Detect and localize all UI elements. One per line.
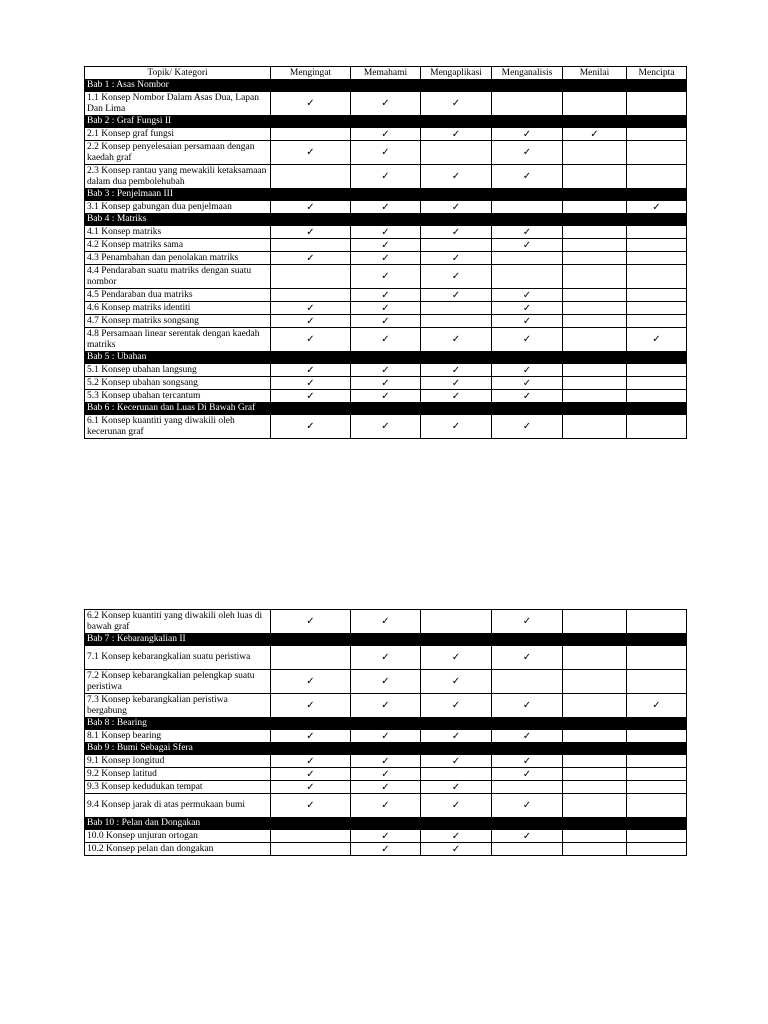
empty-cell	[627, 843, 687, 856]
empty-cell	[421, 302, 492, 315]
section-label: Bab 7 : Kebarangkalian II	[85, 634, 687, 646]
empty-cell	[627, 315, 687, 328]
check-icon: ✓	[421, 415, 492, 439]
section-label: Bab 4 : Matriks	[85, 214, 687, 226]
check-icon: ✓	[492, 289, 563, 302]
table-row	[85, 694, 687, 718]
empty-cell	[563, 768, 627, 781]
table-row	[85, 141, 687, 165]
empty-cell	[627, 415, 687, 439]
empty-cell	[563, 377, 627, 390]
empty-cell	[563, 670, 627, 694]
check-icon: ✓	[492, 165, 563, 189]
topic-cell: 8.1 Konsep bearing	[85, 730, 271, 743]
check-icon: ✓	[421, 755, 492, 768]
section-label: Bab 8 : Bearing	[85, 718, 687, 730]
empty-cell	[563, 364, 627, 377]
empty-cell	[563, 415, 627, 439]
check-icon: ✓	[492, 239, 563, 252]
topic-cell: 4.8 Persamaan linear serentak dengan kaedah matriks	[85, 328, 271, 352]
check-icon: ✓	[271, 315, 351, 328]
empty-cell	[627, 755, 687, 768]
check-icon: ✓	[271, 302, 351, 315]
check-icon: ✓	[351, 694, 421, 718]
empty-cell	[271, 289, 351, 302]
check-icon: ✓	[271, 794, 351, 818]
section-label: Bab 2 : Graf Fungsi II	[85, 116, 687, 128]
table-row	[85, 377, 687, 390]
topic-cell: 9.1 Konsep longitud	[85, 755, 271, 768]
topic-cell: 10.2 Konsep pelan dan dongakan	[85, 843, 271, 856]
check-icon: ✓	[421, 265, 492, 289]
check-icon: ✓	[421, 730, 492, 743]
empty-cell	[563, 794, 627, 818]
table-row	[85, 794, 687, 818]
check-icon: ✓	[351, 781, 421, 794]
check-icon: ✓	[351, 364, 421, 377]
check-icon: ✓	[271, 390, 351, 403]
topic-cell: 5.1 Konsep ubahan langsung	[85, 364, 271, 377]
check-icon: ✓	[351, 315, 421, 328]
section-row	[85, 634, 687, 646]
check-icon: ✓	[351, 302, 421, 315]
header-mengaplikasi: Mengaplikasi	[421, 67, 492, 80]
check-icon: ✓	[271, 364, 351, 377]
topic-cell: 7.2 Konsep kebarangkalian pelengkap suatu peristiwa	[85, 670, 271, 694]
check-icon: ✓	[351, 755, 421, 768]
section-label: Bab 6 : Kecerunan dan Luas Di Bawah Graf	[85, 403, 687, 415]
empty-cell	[627, 670, 687, 694]
check-icon: ✓	[271, 694, 351, 718]
check-icon: ✓	[351, 843, 421, 856]
empty-cell	[492, 252, 563, 265]
check-icon: ✓	[351, 830, 421, 843]
table-row	[85, 390, 687, 403]
section-label: Bab 9 : Bumi Sebagai Sfera	[85, 743, 687, 755]
empty-cell	[563, 755, 627, 768]
empty-cell	[563, 843, 627, 856]
check-icon: ✓	[351, 390, 421, 403]
table-row	[85, 265, 687, 289]
table-row	[85, 670, 687, 694]
header-memahami: Memahami	[351, 67, 421, 80]
check-icon: ✓	[627, 328, 687, 352]
empty-cell	[563, 694, 627, 718]
empty-cell	[492, 92, 563, 116]
check-icon: ✓	[351, 165, 421, 189]
check-icon: ✓	[351, 201, 421, 214]
check-icon: ✓	[351, 646, 421, 670]
table-body-top	[85, 80, 687, 439]
topic-cell: 9.2 Konsep latitud	[85, 768, 271, 781]
section-label: Bab 10 : Pelan dan Dongakan	[85, 818, 687, 830]
empty-cell	[421, 239, 492, 252]
check-icon: ✓	[492, 830, 563, 843]
check-icon: ✓	[421, 328, 492, 352]
table-row	[85, 226, 687, 239]
empty-cell	[563, 265, 627, 289]
check-icon: ✓	[421, 201, 492, 214]
check-icon: ✓	[351, 610, 421, 634]
empty-cell	[271, 646, 351, 670]
empty-cell	[627, 289, 687, 302]
section-label: Bab 1 : Asas Nombor	[85, 80, 687, 92]
empty-cell	[563, 730, 627, 743]
empty-cell	[563, 226, 627, 239]
check-icon: ✓	[271, 610, 351, 634]
table-row	[85, 781, 687, 794]
check-icon: ✓	[627, 201, 687, 214]
empty-cell	[421, 610, 492, 634]
empty-cell	[627, 830, 687, 843]
empty-cell	[563, 781, 627, 794]
check-icon: ✓	[271, 201, 351, 214]
check-icon: ✓	[492, 328, 563, 352]
empty-cell	[421, 768, 492, 781]
check-icon: ✓	[492, 390, 563, 403]
table-row	[85, 328, 687, 352]
check-icon: ✓	[351, 415, 421, 439]
check-icon: ✓	[271, 755, 351, 768]
empty-cell	[627, 226, 687, 239]
header-topic: Topik/ Kategori	[85, 67, 271, 80]
empty-cell	[627, 610, 687, 634]
check-icon: ✓	[492, 128, 563, 141]
check-icon: ✓	[271, 377, 351, 390]
empty-cell	[563, 830, 627, 843]
topic-cell: 5.3 Konsep ubahan tercantum	[85, 390, 271, 403]
empty-cell	[271, 128, 351, 141]
check-icon: ✓	[421, 670, 492, 694]
check-icon: ✓	[271, 730, 351, 743]
check-icon: ✓	[421, 128, 492, 141]
header-menganalisis: Menganalisis	[492, 67, 563, 80]
table-row	[85, 830, 687, 843]
header-menilai: Menilai	[563, 67, 627, 80]
check-icon: ✓	[351, 226, 421, 239]
table-row	[85, 128, 687, 141]
header-mencipta: Mencipta	[627, 67, 687, 80]
check-icon: ✓	[492, 315, 563, 328]
empty-cell	[627, 377, 687, 390]
check-icon: ✓	[421, 694, 492, 718]
check-icon: ✓	[563, 128, 627, 141]
empty-cell	[271, 265, 351, 289]
check-icon: ✓	[351, 239, 421, 252]
section-row	[85, 718, 687, 730]
empty-cell	[627, 141, 687, 165]
check-icon: ✓	[271, 141, 351, 165]
topic-cell: 4.3 Penambahan dan penolakan matriks	[85, 252, 271, 265]
table-row	[85, 252, 687, 265]
check-icon: ✓	[627, 694, 687, 718]
empty-cell	[563, 141, 627, 165]
check-icon: ✓	[421, 364, 492, 377]
empty-cell	[627, 781, 687, 794]
topic-cell: 9.4 Konsep jarak di atas permukaan bumi	[85, 794, 271, 818]
empty-cell	[271, 165, 351, 189]
check-icon: ✓	[492, 141, 563, 165]
check-icon: ✓	[351, 128, 421, 141]
topic-cell: 4.4 Pendaraban suatu matriks dengan suatu nombor	[85, 265, 271, 289]
check-icon: ✓	[421, 226, 492, 239]
section-row	[85, 352, 687, 364]
empty-cell	[492, 670, 563, 694]
topic-cell: 3.1 Konsep gabungan dua penjelmaan	[85, 201, 271, 214]
check-icon: ✓	[492, 755, 563, 768]
curriculum-table-top	[84, 66, 687, 439]
empty-cell	[627, 252, 687, 265]
table-row	[85, 289, 687, 302]
check-icon: ✓	[492, 610, 563, 634]
topic-cell: 4.7 Konsep matriks songsang	[85, 315, 271, 328]
check-icon: ✓	[351, 328, 421, 352]
empty-cell	[627, 768, 687, 781]
topic-cell: 7.1 Konsep kebarangkalian suatu peristiwa	[85, 646, 271, 670]
table-row	[85, 165, 687, 189]
topic-cell: 7.3 Konsep kebarangkalian peristiwa bergabung	[85, 694, 271, 718]
section-label: Bab 3 : Penjelmaan III	[85, 189, 687, 201]
empty-cell	[492, 201, 563, 214]
check-icon: ✓	[492, 730, 563, 743]
check-icon: ✓	[351, 670, 421, 694]
check-icon: ✓	[351, 265, 421, 289]
empty-cell	[627, 364, 687, 377]
table-row	[85, 364, 687, 377]
empty-cell	[271, 830, 351, 843]
empty-cell	[563, 239, 627, 252]
empty-cell	[627, 128, 687, 141]
empty-cell	[627, 92, 687, 116]
topic-cell: 2.1 Konsep graf fungsi	[85, 128, 271, 141]
check-icon: ✓	[271, 415, 351, 439]
empty-cell	[421, 141, 492, 165]
check-icon: ✓	[492, 768, 563, 781]
check-icon: ✓	[421, 830, 492, 843]
empty-cell	[421, 315, 492, 328]
check-icon: ✓	[421, 794, 492, 818]
topic-cell: 4.5 Pendaraban dua matriks	[85, 289, 271, 302]
section-row	[85, 189, 687, 201]
empty-cell	[563, 610, 627, 634]
check-icon: ✓	[351, 92, 421, 116]
table-row	[85, 415, 687, 439]
check-icon: ✓	[421, 781, 492, 794]
check-icon: ✓	[421, 165, 492, 189]
table-row	[85, 610, 687, 634]
check-icon: ✓	[421, 289, 492, 302]
check-icon: ✓	[492, 415, 563, 439]
empty-cell	[563, 315, 627, 328]
empty-cell	[563, 390, 627, 403]
curriculum-table-bottom	[84, 609, 687, 856]
check-icon: ✓	[492, 794, 563, 818]
empty-cell	[627, 794, 687, 818]
check-icon: ✓	[351, 768, 421, 781]
topic-cell: 10.0 Konsep unjuran ortogan	[85, 830, 271, 843]
section-row	[85, 80, 687, 92]
empty-cell	[563, 252, 627, 265]
check-icon: ✓	[421, 252, 492, 265]
topic-cell: 2.3 Konsep rantau yang mewakili ketaksamaan dalam dua pembolehubah	[85, 165, 271, 189]
topic-cell: 6.1 Konsep kuantiti yang diwakili oleh kecerunan graf	[85, 415, 271, 439]
topic-cell: 4.2 Konsep matriks sama	[85, 239, 271, 252]
check-icon: ✓	[492, 226, 563, 239]
empty-cell	[627, 239, 687, 252]
table-header-row	[85, 67, 687, 80]
table-row	[85, 302, 687, 315]
check-icon: ✓	[492, 364, 563, 377]
check-icon: ✓	[351, 794, 421, 818]
check-icon: ✓	[421, 646, 492, 670]
empty-cell	[492, 265, 563, 289]
check-icon: ✓	[492, 694, 563, 718]
section-row	[85, 818, 687, 830]
empty-cell	[492, 843, 563, 856]
check-icon: ✓	[351, 252, 421, 265]
table-body-bottom	[85, 610, 687, 856]
empty-cell	[563, 92, 627, 116]
check-icon: ✓	[271, 768, 351, 781]
empty-cell	[627, 265, 687, 289]
check-icon: ✓	[271, 670, 351, 694]
check-icon: ✓	[492, 377, 563, 390]
table-row	[85, 768, 687, 781]
section-row	[85, 743, 687, 755]
check-icon: ✓	[351, 289, 421, 302]
check-icon: ✓	[492, 646, 563, 670]
check-icon: ✓	[271, 226, 351, 239]
check-icon: ✓	[351, 141, 421, 165]
check-icon: ✓	[421, 377, 492, 390]
section-row	[85, 116, 687, 128]
check-icon: ✓	[271, 92, 351, 116]
header-mengingat: Mengingat	[271, 67, 351, 80]
empty-cell	[627, 646, 687, 670]
check-icon: ✓	[271, 781, 351, 794]
table-row	[85, 730, 687, 743]
empty-cell	[563, 201, 627, 214]
check-icon: ✓	[421, 843, 492, 856]
table-row	[85, 315, 687, 328]
table-row	[85, 843, 687, 856]
check-icon: ✓	[351, 377, 421, 390]
empty-cell	[563, 328, 627, 352]
topic-cell: 6.2 Konsep kuantiti yang diwakili oleh luas di bawah graf	[85, 610, 271, 634]
empty-cell	[492, 781, 563, 794]
empty-cell	[563, 646, 627, 670]
table-row	[85, 239, 687, 252]
empty-cell	[627, 165, 687, 189]
topic-cell: 2.2 Konsep penyelesaian persamaan dengan kaedah graf	[85, 141, 271, 165]
check-icon: ✓	[492, 302, 563, 315]
empty-cell	[627, 730, 687, 743]
section-label: Bab 5 : Ubahan	[85, 352, 687, 364]
topic-cell: 1.1 Konsep Nombor Dalam Asas Dua, Lapan Dan Lima	[85, 92, 271, 116]
topic-cell: 5.2 Konsep ubahan songsang	[85, 377, 271, 390]
empty-cell	[627, 302, 687, 315]
table-row	[85, 201, 687, 214]
check-icon: ✓	[421, 390, 492, 403]
check-icon: ✓	[271, 328, 351, 352]
empty-cell	[563, 165, 627, 189]
empty-cell	[563, 289, 627, 302]
topic-cell: 4.6 Konsep matriks identiti	[85, 302, 271, 315]
empty-cell	[627, 390, 687, 403]
section-row	[85, 214, 687, 226]
table-row	[85, 92, 687, 116]
empty-cell	[563, 302, 627, 315]
empty-cell	[271, 843, 351, 856]
table-row	[85, 646, 687, 670]
empty-cell	[271, 239, 351, 252]
check-icon: ✓	[421, 92, 492, 116]
section-row	[85, 403, 687, 415]
topic-cell: 9.3 Konsep kedudukan tempat	[85, 781, 271, 794]
table-row	[85, 755, 687, 768]
check-icon: ✓	[351, 730, 421, 743]
check-icon: ✓	[271, 252, 351, 265]
topic-cell: 4.1 Konsep matriks	[85, 226, 271, 239]
